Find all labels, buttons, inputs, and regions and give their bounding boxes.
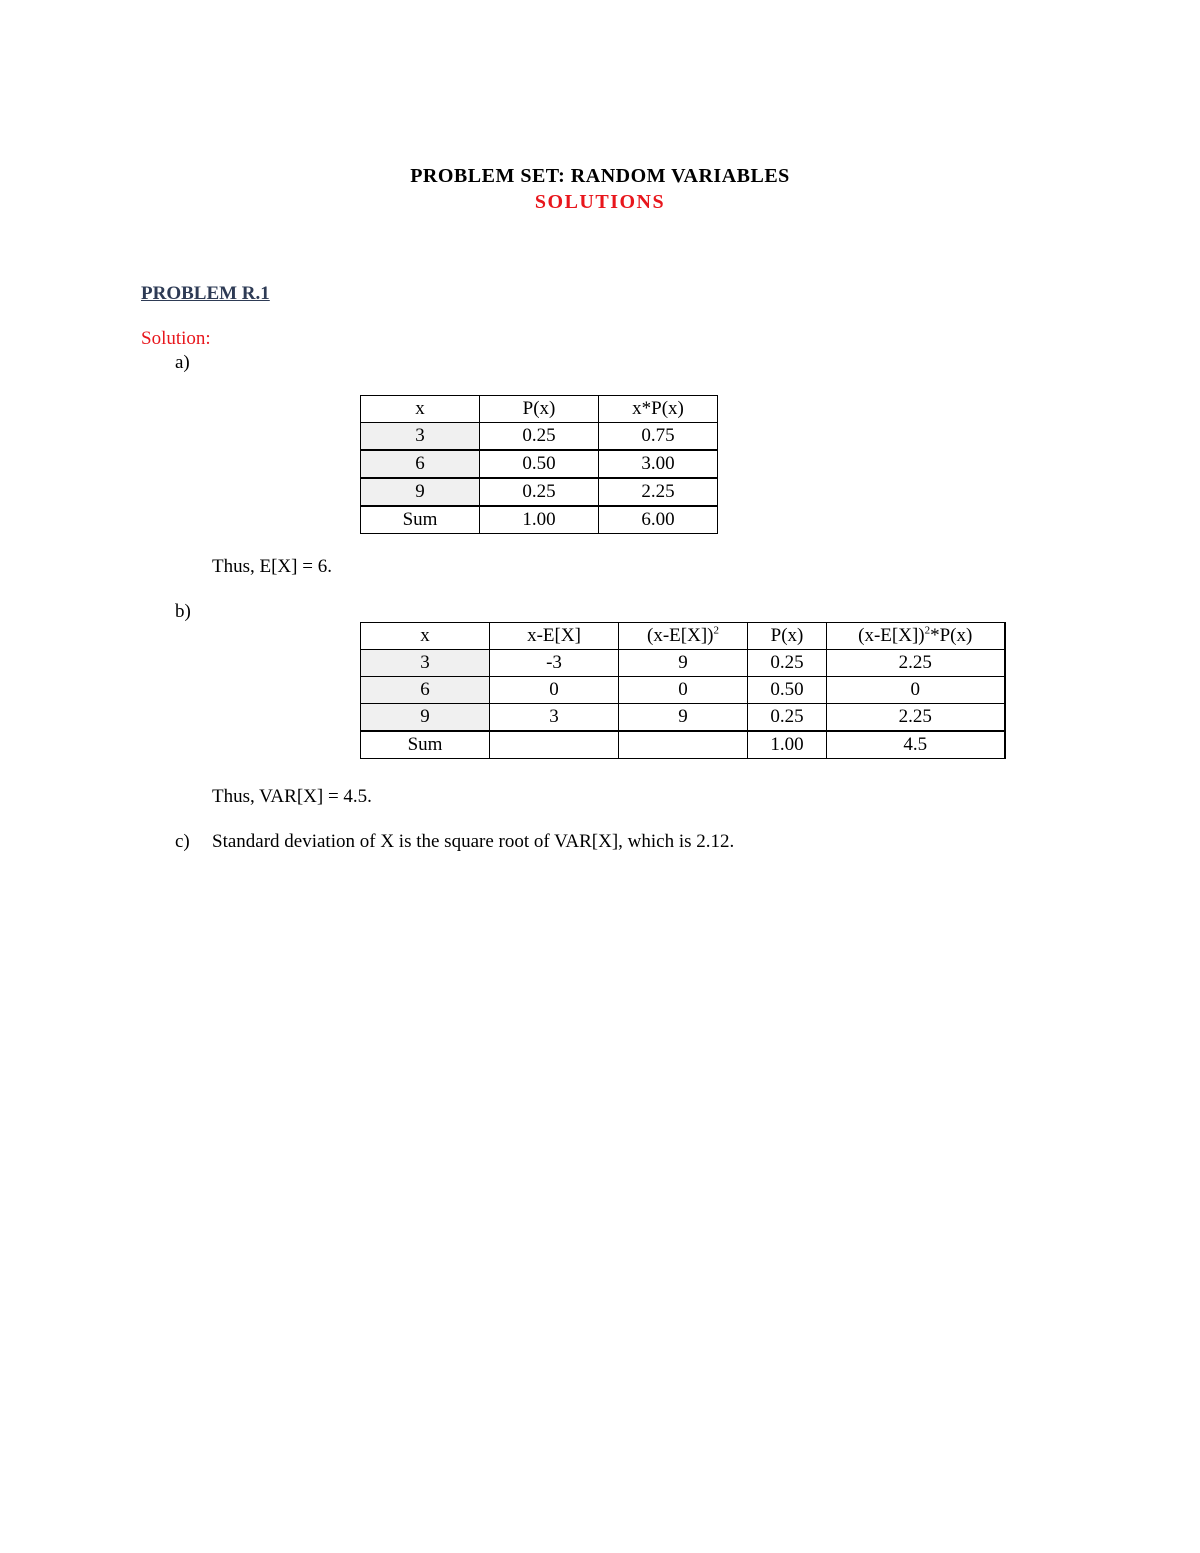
table-cell: 0.50 bbox=[748, 677, 827, 704]
table-cell bbox=[490, 731, 619, 759]
expectation-table bbox=[360, 395, 718, 534]
table-cell: 6 bbox=[361, 677, 490, 704]
table-cell: 2.25 bbox=[827, 650, 1005, 677]
header-cell: x bbox=[361, 396, 480, 423]
table-cell: 9 bbox=[619, 650, 748, 677]
header-text: (x-E[X]) bbox=[647, 625, 714, 646]
variance-table bbox=[360, 622, 1006, 759]
variance-conclusion: Thus, VAR[X] = 4.5. bbox=[212, 786, 372, 807]
table-cell: 0.25 bbox=[748, 650, 827, 677]
table-cell: 6.00 bbox=[599, 506, 718, 534]
part-a-label: a) bbox=[175, 352, 190, 373]
table-cell: 2.25 bbox=[599, 478, 718, 506]
header-cell bbox=[827, 623, 1005, 650]
header-text: (x-E[X]) bbox=[858, 625, 925, 646]
expectation-conclusion: Thus, E[X] = 6. bbox=[212, 556, 332, 577]
header-cell: P(x) bbox=[748, 623, 827, 650]
table-sum-row bbox=[361, 506, 718, 534]
table-cell: 0 bbox=[827, 677, 1005, 704]
table-header-row bbox=[361, 396, 718, 423]
header-cell: P(x) bbox=[480, 396, 599, 423]
table-cell: 0 bbox=[490, 677, 619, 704]
header-text: *P(x) bbox=[930, 625, 973, 646]
table-cell: Sum bbox=[361, 731, 490, 759]
problem-heading: PROBLEM R.1 bbox=[141, 283, 270, 304]
table-cell: 9 bbox=[619, 704, 748, 732]
table-cell: 3 bbox=[361, 423, 480, 451]
table-cell: 4.5 bbox=[827, 731, 1005, 759]
header-cell bbox=[619, 623, 748, 650]
table-row bbox=[361, 704, 1005, 732]
table-sum-row bbox=[361, 731, 1005, 759]
table-cell bbox=[619, 731, 748, 759]
header-cell: x*P(x) bbox=[599, 396, 718, 423]
table-cell: 0.50 bbox=[480, 450, 599, 478]
document-subtitle: SOLUTIONS bbox=[534, 191, 666, 213]
table-row bbox=[361, 650, 1005, 677]
table-row bbox=[361, 677, 1005, 704]
document-title: PROBLEM SET: RANDOM VARIABLES bbox=[410, 165, 790, 187]
table-cell: Sum bbox=[361, 506, 480, 534]
table-cell: 0 bbox=[619, 677, 748, 704]
table-cell: 9 bbox=[361, 704, 490, 732]
std-dev-text: Standard deviation of X is the square root of VAR[X], which is 2.12. bbox=[212, 831, 735, 852]
header-superscript: 2 bbox=[924, 624, 931, 637]
table-row bbox=[361, 450, 718, 478]
header-cell: x bbox=[361, 623, 490, 650]
header-cell: x-E[X] bbox=[490, 623, 619, 650]
table-cell: 0.25 bbox=[748, 704, 827, 732]
header-superscript: 2 bbox=[713, 624, 719, 637]
table-cell: 3 bbox=[490, 704, 619, 732]
table-cell: 1.00 bbox=[480, 506, 599, 534]
part-c-label: c) bbox=[175, 831, 190, 852]
table-cell: 3 bbox=[361, 650, 490, 677]
table-cell: -3 bbox=[490, 650, 619, 677]
table-cell: 0.25 bbox=[480, 478, 599, 506]
table-row bbox=[361, 478, 718, 506]
table-cell: 0.75 bbox=[599, 423, 718, 451]
table-cell: 3.00 bbox=[599, 450, 718, 478]
table-cell: 0.25 bbox=[480, 423, 599, 451]
table-cell: 9 bbox=[361, 478, 480, 506]
table-header-row bbox=[361, 623, 1005, 650]
table-cell: 6 bbox=[361, 450, 480, 478]
solution-label: Solution: bbox=[141, 328, 211, 349]
part-b-label: b) bbox=[175, 601, 191, 622]
table-cell: 2.25 bbox=[827, 704, 1005, 732]
table-row bbox=[361, 423, 718, 451]
table-cell: 1.00 bbox=[748, 731, 827, 759]
